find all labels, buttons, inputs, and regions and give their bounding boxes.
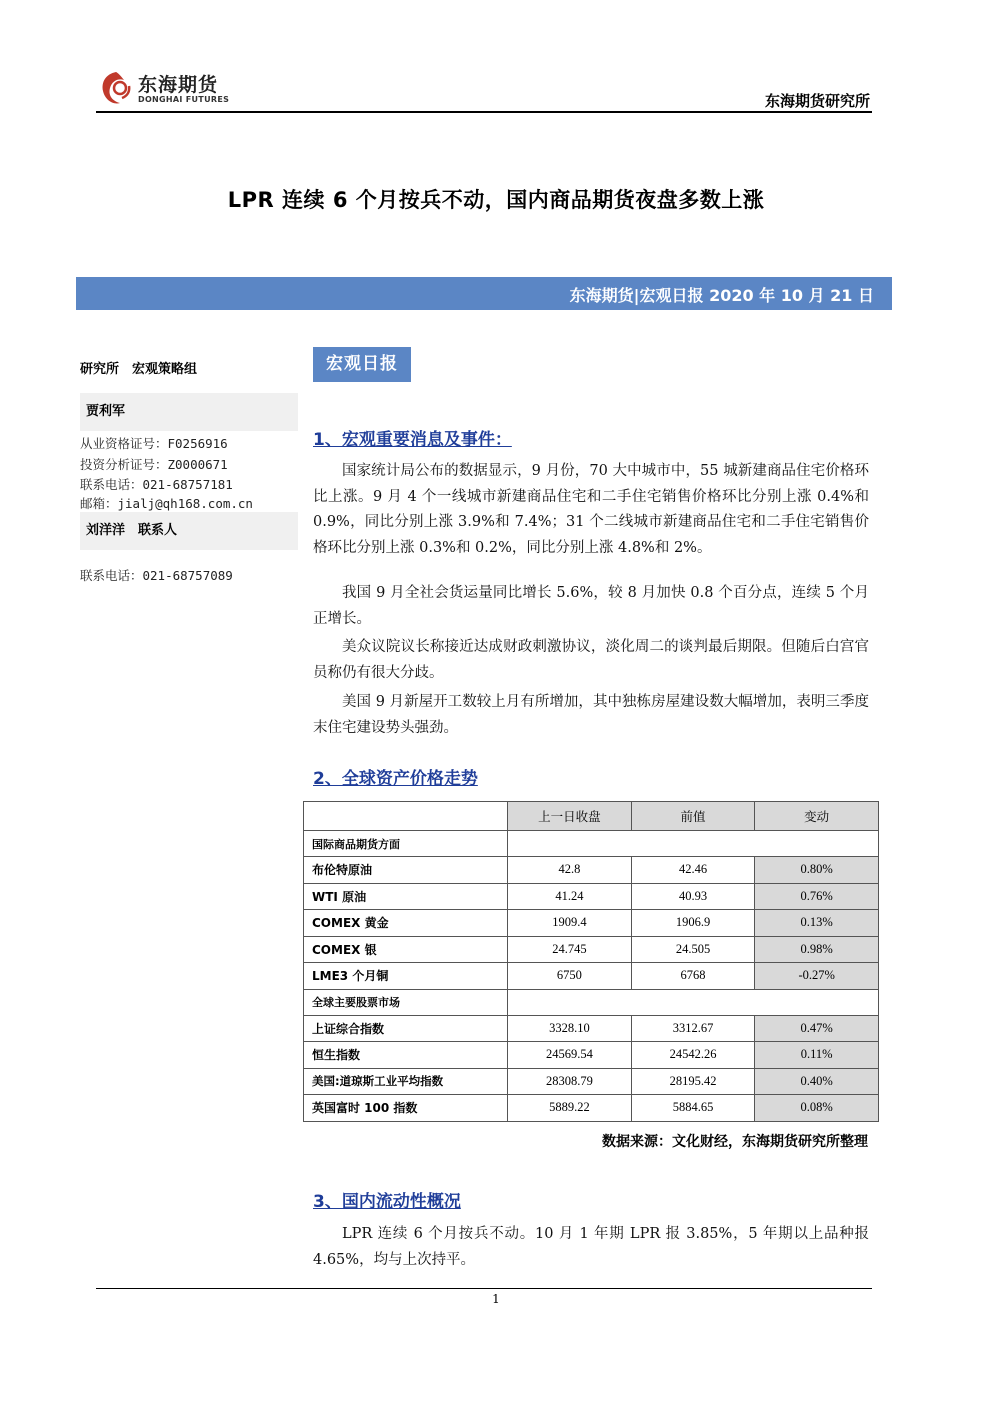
sidebar-analyst-2 bbox=[80, 512, 298, 550]
row-close: 24569.54 bbox=[508, 1042, 632, 1069]
paragraph: LPR 连续 6 个月按兵不动。10 月 1 年期 LPR 报 3.85%，5 年期以上品种报 4.65%，均与上次持平。 bbox=[313, 1226, 869, 1268]
paragraph: 美国 9 月新屋开工数较上月有所增加，其中独栋房屋建设数大幅增加，表明三季度末住宅建设势头强劲。 bbox=[313, 694, 869, 736]
sidebar-line: 从业资格证号：F0256916 bbox=[80, 436, 228, 451]
analyst-2-name: 刘洋洋 联系人 bbox=[86, 523, 178, 538]
table-header-blank bbox=[304, 802, 508, 831]
table-source-note: 数据来源：文化财经，东海期货研究所整理 bbox=[602, 1134, 868, 1150]
row-change: 0.76% bbox=[755, 883, 879, 910]
row-name: 布伦特原油 bbox=[304, 857, 508, 884]
row-change: 0.80% bbox=[755, 857, 879, 884]
row-close: 3328.10 bbox=[508, 1015, 632, 1042]
sidebar-email: 邮箱：jialj@qh168.com.cn bbox=[80, 496, 253, 511]
section-3-title: 3、国内流动性概况 bbox=[313, 1192, 461, 1212]
report-band-text: 东海期货|宏观日报 2020 年 10 月 21 日 bbox=[569, 286, 874, 305]
analyst-1-name: 贾利军 bbox=[86, 404, 126, 419]
table-header-row bbox=[304, 802, 879, 831]
section-1-title: 1、宏观重要消息及事件： bbox=[313, 430, 512, 450]
row-close: 28308.79 bbox=[508, 1068, 632, 1095]
paragraph: 国家统计局公布的数据显示，9 月份，70 大中城市中，55 城新建商品住宅价格环比上涨。9 月 4 个一线城市新建商品住宅和二手住宅销售价格环比分别上涨 0.4%和 0.9%，同比分别上涨 3.9%和 7.4%；31 个二线城市新建商品住宅和二手住宅销售价格环比分别上涨 0.3%和 0.2%，同比分别上涨 4.8%和 2%。 bbox=[313, 463, 869, 556]
sidebar-line: 联系电话：021-68757181 bbox=[80, 477, 233, 492]
company-logo bbox=[98, 68, 238, 110]
row-close: 1909.4 bbox=[508, 910, 632, 937]
logo-english-name: DONGHAI FUTURES bbox=[138, 95, 230, 104]
row-prev: 1906.9 bbox=[631, 910, 755, 937]
row-change: 0.98% bbox=[755, 936, 879, 963]
row-change: 0.40% bbox=[755, 1068, 879, 1095]
paragraph: 我国 9 月全社会货运量同比增长 5.6%，较 8 月加快 0.8 个百分点，连续 5 个月正增长。 bbox=[313, 585, 869, 627]
table-category: 全球主要股票市场 bbox=[304, 989, 508, 1015]
row-change: 0.47% bbox=[755, 1015, 879, 1042]
row-prev: 3312.67 bbox=[631, 1015, 755, 1042]
table-row bbox=[304, 1015, 879, 1042]
header-org-name: 东海期货研究所 bbox=[764, 92, 870, 110]
footer-rule bbox=[96, 1288, 872, 1289]
table-row bbox=[304, 910, 879, 937]
table-row bbox=[304, 1068, 879, 1095]
report-band bbox=[76, 277, 892, 310]
row-name: 上证综合指数 bbox=[304, 1015, 508, 1042]
table-category: 国际商品期货方面 bbox=[304, 831, 508, 857]
row-close: 5889.22 bbox=[508, 1095, 632, 1122]
row-name: 恒生指数 bbox=[304, 1042, 508, 1069]
sidebar-analyst-1 bbox=[80, 393, 298, 431]
row-change: 0.13% bbox=[755, 910, 879, 937]
logo-chinese-name: 东海期货 bbox=[138, 74, 219, 96]
table-category-blank bbox=[508, 831, 879, 857]
table-row bbox=[304, 936, 879, 963]
asset-price-table bbox=[303, 801, 879, 1122]
table-category-row bbox=[304, 989, 879, 1015]
table-row bbox=[304, 1095, 879, 1122]
table-category-row bbox=[304, 831, 879, 857]
sidebar-line: 联系电话：021-68757089 bbox=[80, 568, 233, 583]
report-title: LPR 连续 6 个月按兵不动，国内商品期货夜盘多数上涨 bbox=[227, 188, 765, 212]
table-row bbox=[304, 963, 879, 990]
row-prev: 6768 bbox=[631, 963, 755, 990]
row-prev: 40.93 bbox=[631, 883, 755, 910]
row-prev: 24.505 bbox=[631, 936, 755, 963]
row-change: -0.27% bbox=[755, 963, 879, 990]
row-name: 美国:道琼斯工业平均指数 bbox=[304, 1068, 508, 1095]
row-close: 41.24 bbox=[508, 883, 632, 910]
row-close: 42.8 bbox=[508, 857, 632, 884]
row-name: COMEX 黄金 bbox=[304, 910, 508, 937]
header-rule bbox=[96, 111, 872, 113]
row-change: 0.08% bbox=[755, 1095, 879, 1122]
table-header-cell: 前值 bbox=[631, 802, 755, 831]
row-prev: 42.46 bbox=[631, 857, 755, 884]
section-2-title: 2、全球资产价格走势 bbox=[313, 769, 478, 789]
table-header-cell: 变动 bbox=[755, 802, 879, 831]
row-close: 24.745 bbox=[508, 936, 632, 963]
table-row bbox=[304, 883, 879, 910]
row-prev: 24542.26 bbox=[631, 1042, 755, 1069]
table-category-blank bbox=[508, 989, 879, 1015]
sidebar-dept: 研究所 宏观策略组 bbox=[80, 362, 198, 377]
dragon-logo-icon bbox=[98, 68, 134, 108]
section-tag: 宏观日报 bbox=[313, 347, 411, 382]
row-prev: 28195.42 bbox=[631, 1068, 755, 1095]
table-row bbox=[304, 857, 879, 884]
paragraph: 美众议院议长称接近达成财政刺激协议，淡化周二的谈判最后期限。但随后白宫官员称仍有很大分歧。 bbox=[313, 639, 869, 681]
row-prev: 5884.65 bbox=[631, 1095, 755, 1122]
table-row bbox=[304, 1042, 879, 1069]
row-change: 0.11% bbox=[755, 1042, 879, 1069]
row-name: WTI 原油 bbox=[304, 883, 508, 910]
sidebar-line: 投资分析证号：Z0000671 bbox=[80, 457, 228, 472]
row-name: LME3 个月铜 bbox=[304, 963, 508, 990]
row-name: 英国富时 100 指数 bbox=[304, 1095, 508, 1122]
row-close: 6750 bbox=[508, 963, 632, 990]
table-header-cell: 上一日收盘 bbox=[508, 802, 632, 831]
page-number: 1 bbox=[492, 1292, 500, 1306]
row-name: COMEX 银 bbox=[304, 936, 508, 963]
